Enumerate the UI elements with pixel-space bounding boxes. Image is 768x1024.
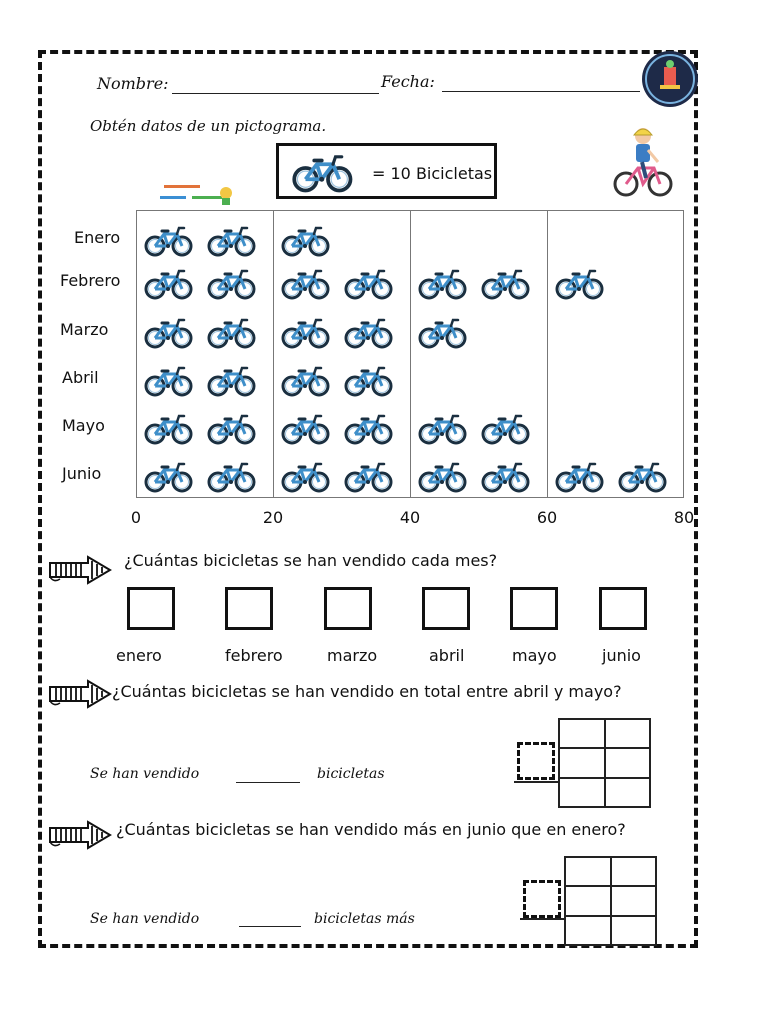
legend-box [276,143,497,199]
bicycle-icon [344,461,394,493]
answer-label-mayo: mayo [512,646,557,665]
school-logo [642,51,698,107]
x-tick-label: 80 [673,508,695,527]
answer-box-abril[interactable] [422,587,470,630]
name-label: Nombre: [97,74,169,93]
carry-underline [514,781,558,783]
bicycle-icon [144,365,194,397]
bicycle-icon [344,317,394,349]
bicycle-icon [207,317,257,349]
bicycle-icon [618,461,668,493]
pencil-arrow-icon [48,679,112,709]
operation-grid[interactable] [564,856,657,946]
bicycle-icon [207,268,257,300]
x-tick-label: 60 [536,508,558,527]
bicycle-icon [418,413,468,445]
bicycle-icon [281,413,331,445]
answer-box-enero[interactable] [127,587,175,630]
answer-label-enero: enero [116,646,162,665]
child-on-bicycle-illustration [612,122,674,198]
bicycle-icon [281,317,331,349]
bicycle-icon [287,153,359,193]
brand-logo [158,182,238,206]
question-2: ¿Cuántas bicicletas se han vendido en total entre abril y mayo? [112,682,622,701]
bicycle-icon [281,461,331,493]
bicycle-icon [207,225,257,257]
bicycle-icon [481,461,531,493]
pencil-arrow-icon [48,820,112,850]
answer-label-febrero: febrero [225,646,283,665]
grid-line-20 [273,211,274,497]
answer-3-prefix: Se han vendido [90,911,200,927]
month-label: Mayo [62,416,105,435]
bicycle-icon [281,268,331,300]
bicycle-icon [144,268,194,300]
answer-3-blank[interactable] [239,926,301,927]
bicycle-icon [207,365,257,397]
bicycle-icon [144,461,194,493]
bicycle-icon [344,413,394,445]
carry-box[interactable] [517,742,555,780]
month-label: Marzo [60,320,109,339]
answer-box-junio[interactable] [599,587,647,630]
month-label: Junio [62,464,102,483]
carry-box[interactable] [523,880,561,918]
question-3: ¿Cuántas bicicletas se han vendido más en junio que en enero? [116,820,626,839]
bicycle-icon [555,268,605,300]
answer-box-marzo[interactable] [324,587,372,630]
bicycle-icon [344,268,394,300]
bicycle-icon [555,461,605,493]
answer-label-marzo: marzo [327,646,378,665]
bicycle-icon [281,365,331,397]
bicycle-icon [207,461,257,493]
carry-underline [520,918,564,920]
bicycle-icon [418,317,468,349]
bicycle-icon [418,268,468,300]
pencil-arrow-icon [48,555,112,585]
answer-box-febrero[interactable] [225,587,273,630]
answer-2-suffix: bicicletas [317,766,385,782]
subtitle: Obtén datos de un pictograma. [90,117,327,135]
name-input-line[interactable] [172,93,379,94]
x-tick-label: 40 [399,508,421,527]
answer-2-blank[interactable] [236,782,300,783]
bicycle-icon [418,461,468,493]
x-tick-label: 0 [130,508,142,527]
bicycle-icon [481,268,531,300]
answer-2-prefix: Se han vendido [90,766,200,782]
answer-3-suffix: bicicletas más [314,911,415,927]
grid-line-60 [547,211,548,497]
x-tick-label: 20 [262,508,284,527]
question-1: ¿Cuántas bicicletas se han vendido cada mes? [124,551,498,570]
bicycle-icon [207,413,257,445]
answer-label-junio: junio [602,646,641,665]
answer-box-mayo[interactable] [510,587,558,630]
operation-grid[interactable] [558,718,651,808]
bicycle-icon [281,225,331,257]
month-label: Enero [74,228,121,247]
date-label: Fecha: [381,72,435,91]
answer-label-abril: abril [429,646,465,665]
date-input-line[interactable] [442,91,640,92]
month-label: Abril [62,368,99,387]
legend-text: = 10 Bicicletas [372,164,493,183]
bicycle-icon [144,317,194,349]
month-label: Febrero [60,271,121,290]
bicycle-icon [144,225,194,257]
bicycle-icon [344,365,394,397]
bicycle-icon [481,413,531,445]
grid-line-40 [410,211,411,497]
bicycle-icon [144,413,194,445]
